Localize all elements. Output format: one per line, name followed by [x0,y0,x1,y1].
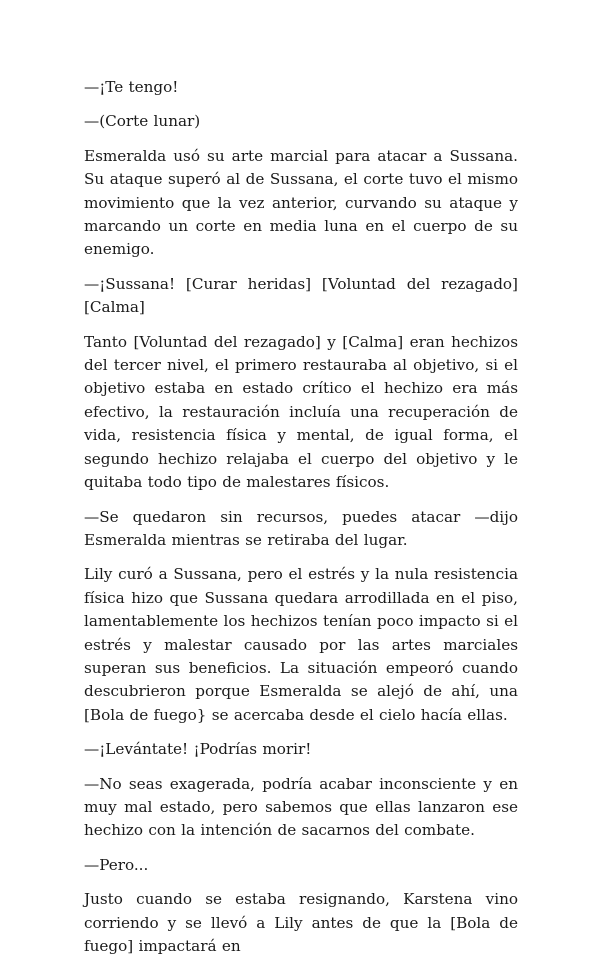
dialogue-line: —¡Sussana! [Curar heridas] [Voluntad del rezagado] [Calma] [84,274,518,317]
dialogue-line: —Pero... [84,855,149,874]
dialogue-line: —¡Te tengo! [84,78,179,96]
dialogue-line: —No seas exagerada, podría acabar inconsciente y en muy mal estado, pero sabemos que ellas lanzaron ese hechizo con la intención de sacarnos del combate. [84,774,518,840]
narrative-paragraph: Tanto [Voluntad del rezagado] y [Calma] eran hechizos del tercer nivel, el primero restauraba al objetivo, si el objetivo estaba en estado crítico el hechizo era más efectivo, la restauración incluía una recuperación de vida, resistencia física y mental, de igual forma, el segundo hechizo relajaba el cuerpo del objetivo y le quitaba todo tipo de malestares físicos. [84,332,518,492]
narrative-paragraph: Lily curó a Sussana, pero el estrés y la nula resistencia física hizo que Sussana quedara arrodillada en el piso, lamentablemente los hechizos tenían poco impacto si el estrés y malestar causado por las artes marciales superan sus beneficios. La situación empeoró cuando descubrieron porque Esmeralda se alejó de ahí, una [Bola de fuego} se acercaba desde el cielo hacía ellas. [84,565,518,724]
narrative-paragraph: Esmeralda usó su arte marcial para atacar a Sussana. Su ataque superó al de Sussana, el corte tuvo el mismo movimiento que la vez anterior, curvando su ataque y marcando un corte en media luna en el cuerpo de su enemigo. [84,146,518,259]
document-page [84,76,518,969]
dialogue-line: —(Corte lunar) [84,112,201,131]
dialogue-line: —¡Levántate! ¡Podrías morir! [84,740,312,759]
dialogue-line: —Se quedaron sin recursos, puedes atacar —dijo Esmeralda mientras se retiraba del lugar. [84,507,518,549]
narrative-paragraph: Justo cuando se estaba resignando, Karstena vino corriendo y se llevó a Lily antes de que la [Bola de fuego] impactará en [84,890,518,955]
